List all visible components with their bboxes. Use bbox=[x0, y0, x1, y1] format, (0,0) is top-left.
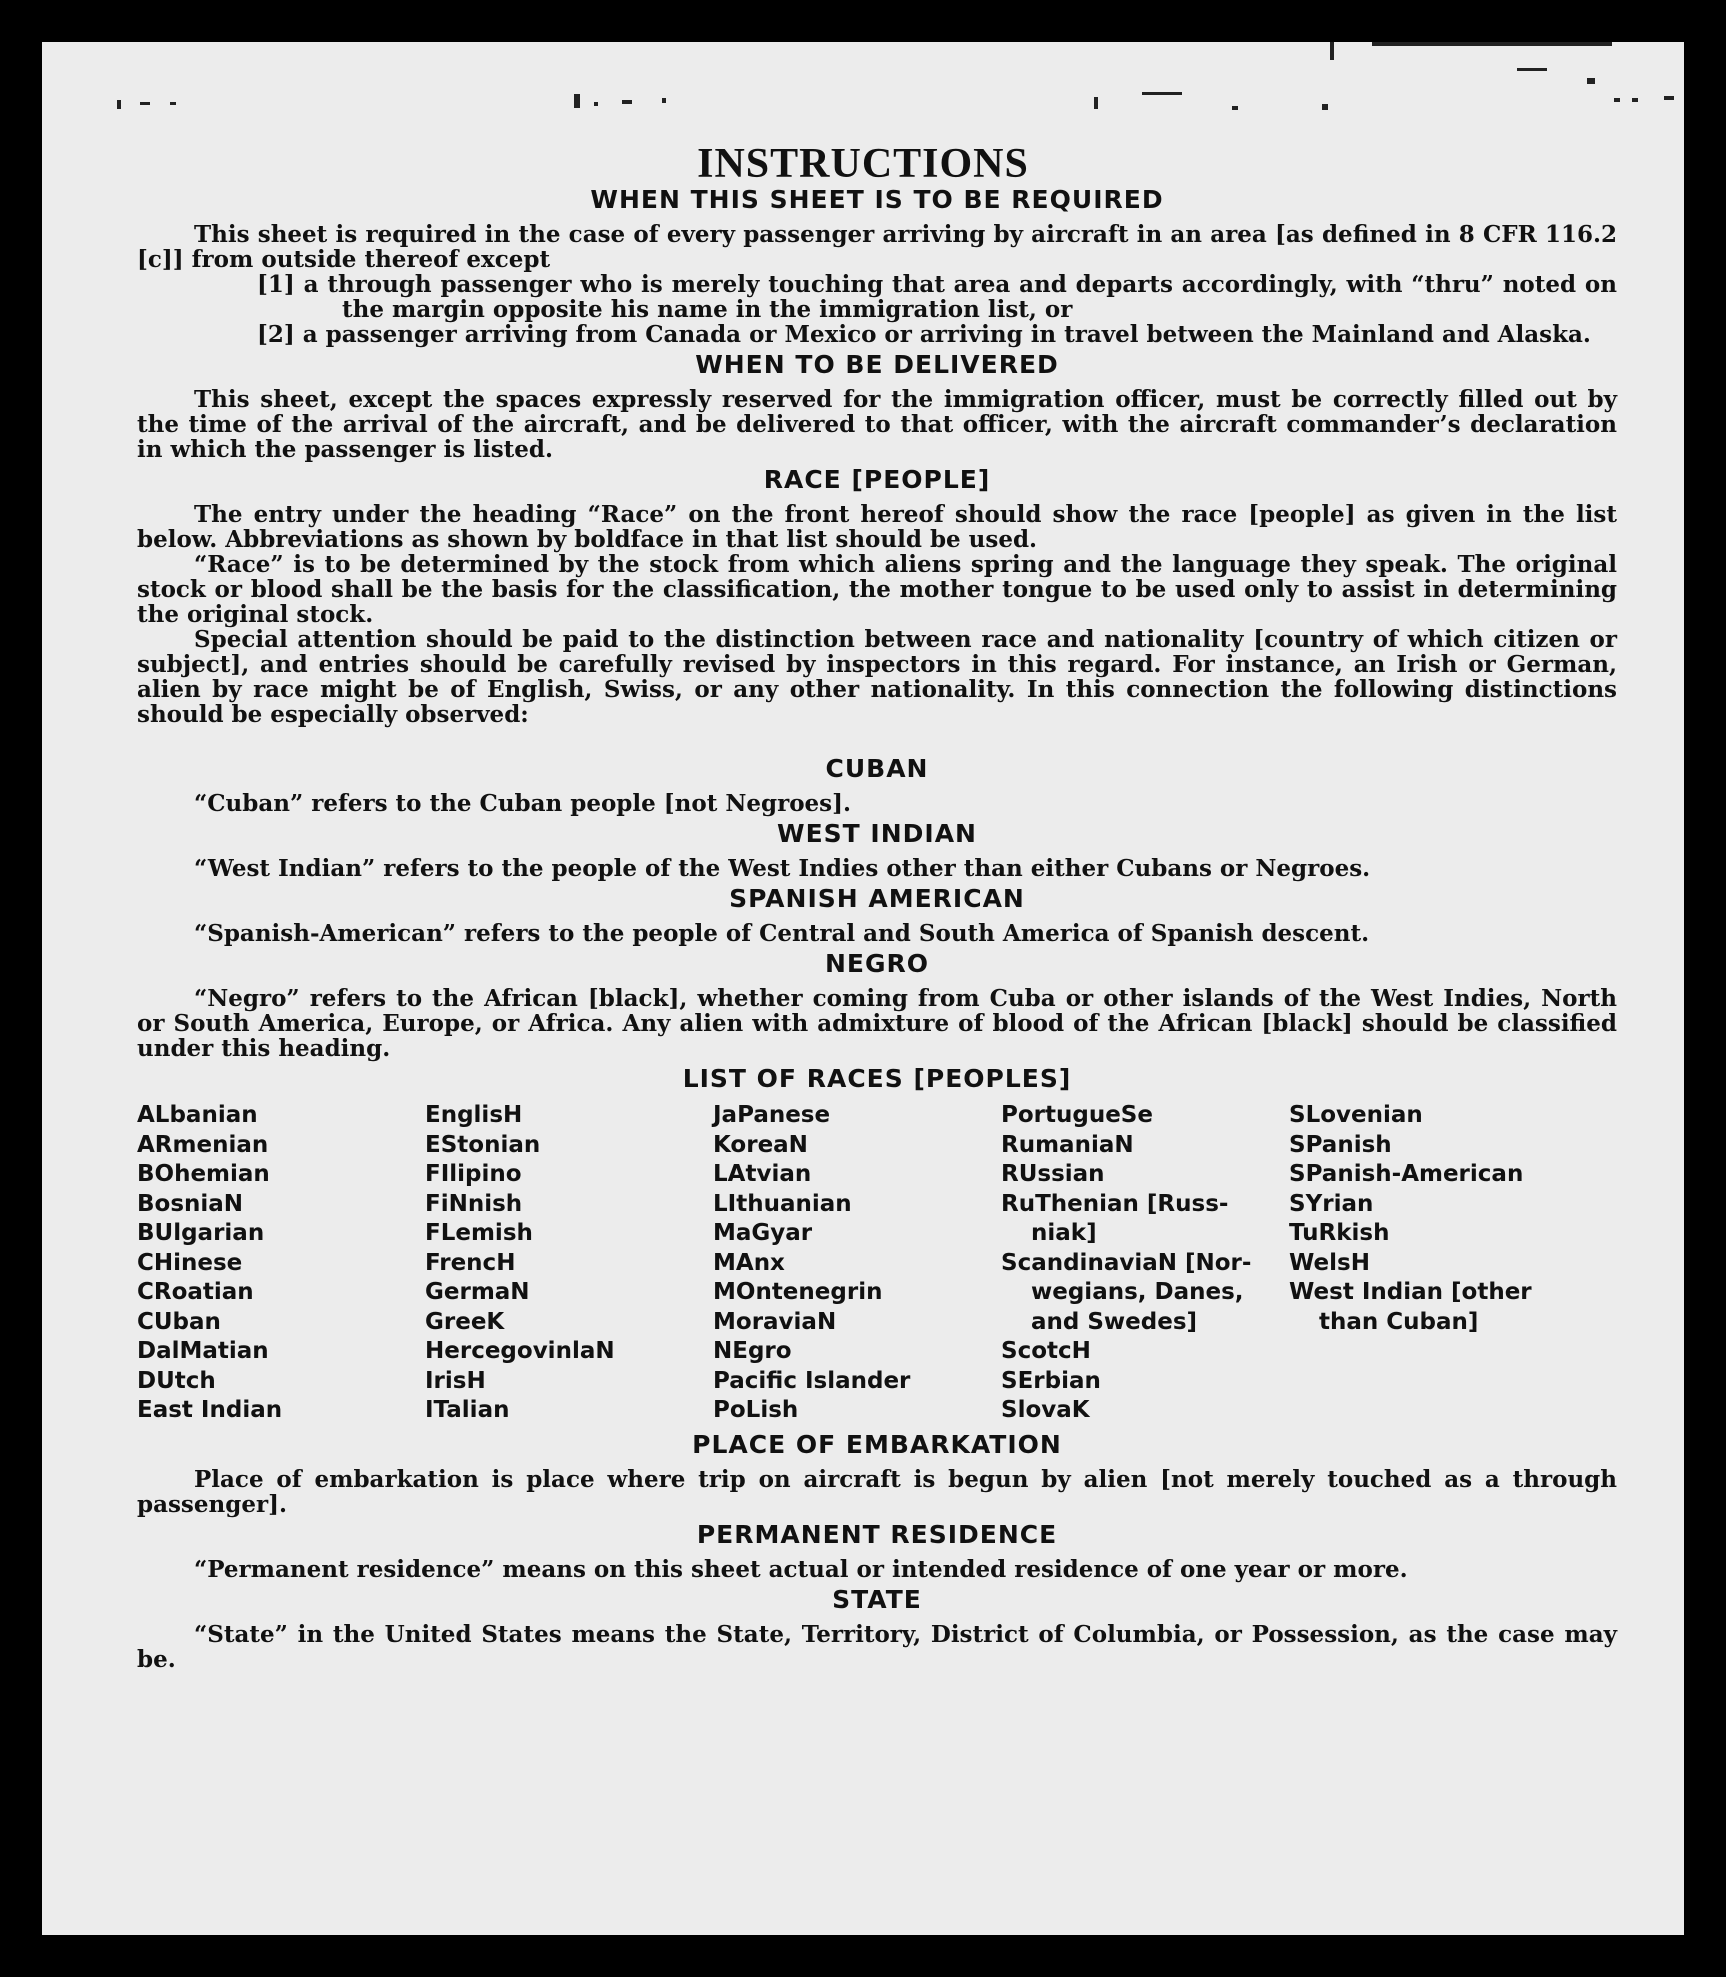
race-entry: MAnx bbox=[713, 1249, 785, 1276]
race-list bbox=[137, 1101, 1617, 1426]
race-entry: BOhemian bbox=[137, 1161, 270, 1187]
race-entry: MaGyar bbox=[713, 1220, 813, 1246]
race-entry: RuThenian [Russ- bbox=[1001, 1190, 1229, 1217]
race-entry: SYrian bbox=[1289, 1190, 1374, 1217]
instructions-body bbox=[137, 182, 1617, 1672]
race-entry: MoraviaN bbox=[713, 1308, 837, 1335]
race-entry: ScandinaviaN [Nor- bbox=[1001, 1249, 1252, 1276]
heading-west-indian: WEST INDIAN bbox=[777, 819, 977, 848]
race-entry: SPanish-American bbox=[1289, 1161, 1524, 1187]
heading-state: STATE bbox=[832, 1584, 922, 1614]
paragraph-race-1: The entry under the heading “Race” on the front hereof should show the race [people] as given in the list below. Abbreviations as shown by boldface in that list should be used. bbox=[137, 501, 1617, 553]
race-column-4 bbox=[1001, 1101, 1289, 1426]
race-entry: TuRkish bbox=[1289, 1220, 1390, 1246]
race-entry: ScotcH bbox=[1001, 1338, 1091, 1364]
race-entry-continued: and Swedes] bbox=[1031, 1308, 1198, 1335]
race-entry: LAtvian bbox=[713, 1161, 812, 1187]
paragraph-place-of-embarkation: Place of embarkation is place where trip on aircraft is begun by alien [not merely touched as a through passenger]. bbox=[137, 1465, 1617, 1518]
race-entry: SlovaK bbox=[1001, 1397, 1090, 1423]
race-entry: FiNnish bbox=[425, 1190, 523, 1217]
race-entry-continued: niak] bbox=[1031, 1220, 1097, 1246]
race-entry-continued: wegians, Danes, bbox=[1031, 1279, 1244, 1305]
paragraph-negro: “Negro” refers to the African [black], whether coming from Cuba or other islands of the West Indies, North or South America, Europe, or Africa. Any alien with admixture of blood of the African [black] should be classified under this heading. bbox=[137, 985, 1617, 1062]
race-entry: WelsH bbox=[1289, 1249, 1370, 1276]
race-entry: SLovenian bbox=[1289, 1102, 1423, 1128]
heading-permanent-residence: PERMANENT RESIDENCE bbox=[696, 1519, 1058, 1549]
paragraph-when-delivered: This sheet, except the spaces expressly reserved for the immigration officer, must be correctly filled out by the time of the arrival of the aircraft, and be delivered to that officer, with the aircraft commander’s declaration in which the passenger is listed. bbox=[137, 386, 1617, 463]
race-entry: ITalian bbox=[425, 1397, 510, 1423]
race-entry: ALbanian bbox=[137, 1102, 258, 1128]
race-column-5 bbox=[1289, 1101, 1577, 1426]
exception-item-1: [1] a through passenger who is merely touching that area and departs accordingly, with “thru” noted on the margin opposite his name in the immigration list, or bbox=[257, 271, 1617, 323]
heading-negro: NEGRO bbox=[824, 949, 930, 978]
race-entry: FLemish bbox=[425, 1220, 533, 1246]
race-entry: GreeK bbox=[425, 1308, 505, 1335]
race-entry: DalMatian bbox=[137, 1338, 269, 1364]
heading-spanish-american: SPANISH AMERICAN bbox=[729, 884, 1025, 913]
heading-when-required: WHEN THIS SHEET IS TO BE REQUIRED bbox=[590, 185, 1164, 214]
race-entry: BUlgarian bbox=[137, 1220, 265, 1246]
paragraph-west-indian: “West Indian” refers to the people of the West Indies other than either Cubans or Negroes. bbox=[194, 855, 1371, 882]
race-entry: GermaN bbox=[425, 1279, 530, 1305]
race-entry: LIthuanian bbox=[713, 1190, 852, 1217]
paragraph-race-2: “Race” is to be determined by the stock from which aliens spring and the language they speak. The original stock or blood shall be the basis for the classification, the mother tongue to be used only to assist in determining the original stock. bbox=[137, 551, 1617, 628]
race-entry: East Indian bbox=[137, 1397, 283, 1423]
race-entry: FIlipino bbox=[425, 1161, 522, 1187]
paragraph-cuban: “Cuban” refers to the Cuban people [not Negroes]. bbox=[194, 790, 852, 817]
race-entry: West Indian [other bbox=[1289, 1279, 1532, 1305]
race-entry: IrisH bbox=[425, 1367, 486, 1394]
paragraph-state: “State” in the United States means the State, Territory, District of Columbia, or Possession, as the case may be. bbox=[137, 1620, 1617, 1673]
race-entry: EStonian bbox=[425, 1131, 541, 1158]
heading-race: RACE [PEOPLE] bbox=[763, 465, 991, 494]
race-entry: CUban bbox=[137, 1308, 221, 1335]
race-entry-continued: than Cuban] bbox=[1319, 1308, 1479, 1335]
paragraph-permanent-residence: “Permanent residence” means on this sheet actual or intended residence of one year or more. bbox=[194, 1555, 1408, 1583]
heading-cuban: CUBAN bbox=[825, 754, 929, 783]
heading-place-of-embarkation: PLACE OF EMBARKATION bbox=[692, 1429, 1062, 1459]
race-entry: JaPanese bbox=[713, 1102, 831, 1128]
race-entry: DUtch bbox=[137, 1367, 216, 1394]
race-entry: PoLish bbox=[713, 1397, 799, 1423]
race-entry: PortugueSe bbox=[1001, 1102, 1153, 1128]
race-entry: BosniaN bbox=[137, 1190, 244, 1217]
heading-when-delivered: WHEN TO BE DELIVERED bbox=[695, 350, 1059, 379]
race-entry: CRoatian bbox=[137, 1279, 254, 1305]
paragraph-when-required: This sheet is required in the case of every passenger arriving by aircraft in an area [as defined in 8 CFR 116.2 [c]] from outside thereof except bbox=[137, 221, 1617, 273]
race-entry: SErbian bbox=[1001, 1367, 1101, 1394]
race-entry: CHinese bbox=[137, 1249, 243, 1276]
race-entry: RumaniaN bbox=[1001, 1131, 1134, 1158]
document-page bbox=[42, 42, 1684, 1935]
race-column-2 bbox=[425, 1101, 713, 1426]
exception-item-2: [2] a passenger arriving from Canada or Mexico or arriving in travel between the Mainland and Alaska. bbox=[257, 321, 1591, 348]
heading-list-of-races: LIST OF RACES [PEOPLES] bbox=[682, 1064, 1072, 1093]
race-column-3 bbox=[713, 1101, 1001, 1426]
race-entry: FrencH bbox=[425, 1249, 516, 1276]
race-entry: KoreaN bbox=[713, 1131, 808, 1158]
race-entry: ARmenian bbox=[137, 1131, 269, 1158]
paragraph-race-3: Special attention should be paid to the distinction between race and nationality [country of which citizen or subject], and entries should be carefully revised by inspectors in this regard. For instance, an Irish or German, alien by race might be of English, Swiss, or any other nationality. In this connection the following distinctions should be especially observed: bbox=[137, 626, 1617, 728]
document-title: INSTRUCTIONS bbox=[697, 141, 1029, 187]
race-entry: MOntenegrin bbox=[713, 1279, 883, 1305]
race-entry: SPanish bbox=[1289, 1131, 1392, 1158]
paragraph-spanish-american: “Spanish-American” refers to the people of Central and South America of Spanish descent. bbox=[194, 920, 1370, 947]
race-entry: Pacific Islander bbox=[713, 1367, 911, 1394]
race-entry: RUssian bbox=[1001, 1161, 1105, 1187]
race-entry: EnglisH bbox=[425, 1102, 523, 1128]
race-column-1 bbox=[137, 1101, 425, 1426]
race-entry: NEgro bbox=[713, 1338, 792, 1364]
race-entry: HercegovinlaN bbox=[425, 1338, 615, 1364]
